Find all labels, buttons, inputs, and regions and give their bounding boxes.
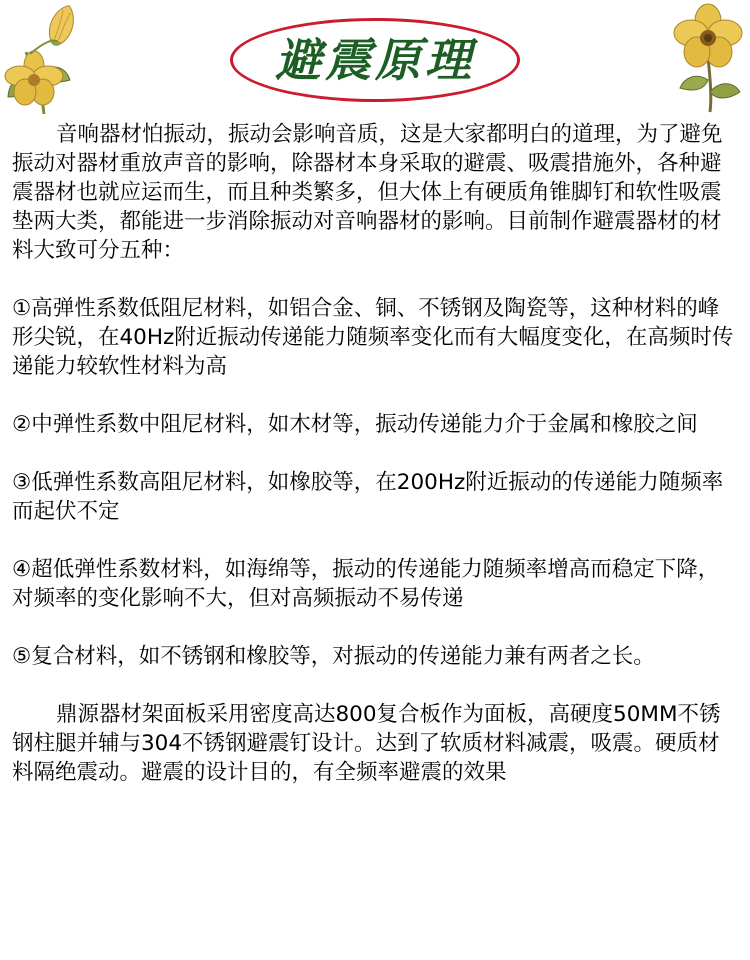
page-title: 避震原理 xyxy=(230,18,520,102)
material-item-5: ⑤复合材料，如不锈钢和橡胶等，对振动的传递能力兼有两者之长。 xyxy=(12,644,655,669)
title-container xyxy=(0,18,750,102)
intro-paragraph: 音响器材怕振动，振动会影响音质，这是大家都明白的道理，为了避免振动对器材重放声音的影响，除器材本身采取的避震、吸震措施外，各种避震器材也就应运而生，而且种类繁多，但大体上有硬质角锥脚钉和软性吸震垫两大类，都能进一步消除振动对音响器材的影响。目前制作避震器材的材料大致可分五种： xyxy=(12,122,723,263)
article-body xyxy=(12,120,740,787)
material-item-1: ①高弹性系数低阻尼材料，如铝合金、铜、不锈钢及陶瓷等，这种材料的峰形尖锐，在40Hz附近振动传递能力随频率变化而有大幅度变化，在高频时传递能力较软性材料为高 xyxy=(12,296,734,379)
material-item-4: ④超低弹性系数材料，如海绵等，振动的传递能力随频率增高而稳定下降，对频率的变化影响不大，但对高频振动不易传递 xyxy=(12,557,720,611)
material-item-2: ②中弹性系数中阻尼材料，如木材等，振动传递能力介于金属和橡胶之间 xyxy=(12,412,698,437)
material-item-3: ③低弹性系数高阻尼材料，如橡胶等，在200Hz附近振动的传递能力随频率而起伏不定 xyxy=(12,470,724,524)
product-paragraph: 鼎源器材架面板采用密度高达800复合板作为面板，高硬度50MM不锈钢柱腿并辅与304不锈钢避震钉设计。达到了软质材料减震，吸震。硬质材料隔绝震动。避震的设计目的，有全频率避震的效果 xyxy=(12,702,721,785)
